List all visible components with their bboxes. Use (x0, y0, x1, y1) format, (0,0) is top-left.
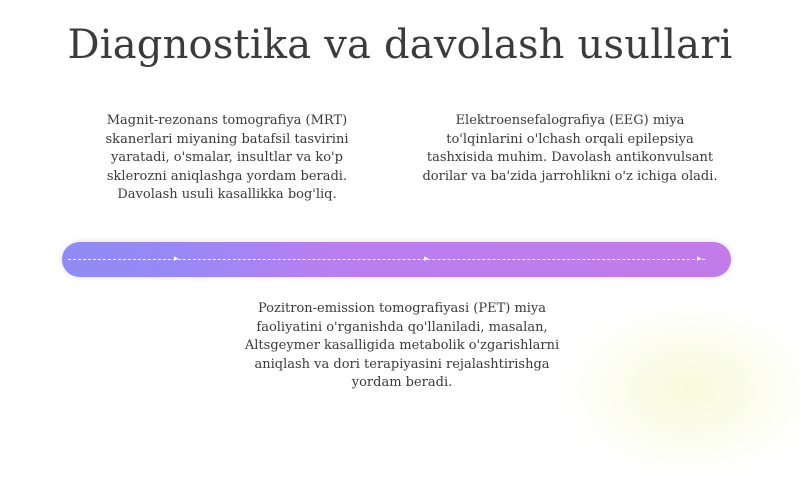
eeg-description: Elektroensefalografiya (EEG) miya to'lqinlarini o'lchash orqali epilepsiya tashxisida muhim. Davolash antikonvulsant dorilar va ba'zida jarrohlikni o'z ichiga oladi. (422, 113, 718, 184)
background-glow (560, 300, 800, 480)
pet-description: Pozitron-emission tomografiyasi (PET) miya faoliyatini o'rganishda qo'llaniladi, masalan, Altsgeymer kasalligida metabolik o'zgarishlarni aniqlash va dori terapiyasini rejalashtirishga yordam beradi. (244, 301, 560, 390)
timeline-dashed-line (68, 259, 705, 260)
timeline-arrow-icon: ▸ (424, 254, 429, 264)
page-title: Diagnostika va davolash usullari (67, 22, 733, 68)
timeline-arrow-icon: ▸ (174, 254, 179, 264)
timeline-bar (62, 242, 731, 277)
timeline-arrow-icon: ▸ (697, 254, 702, 264)
mrt-description: Magnit-rezonans tomografiya (MRT) skanerlari miyaning batafsil tasvirini yaratadi, o'smalar, insultlar va ko'p sklerozni aniqlashga yordam beradi. Davolash usuli kasallikka bog'liq. (105, 113, 349, 202)
